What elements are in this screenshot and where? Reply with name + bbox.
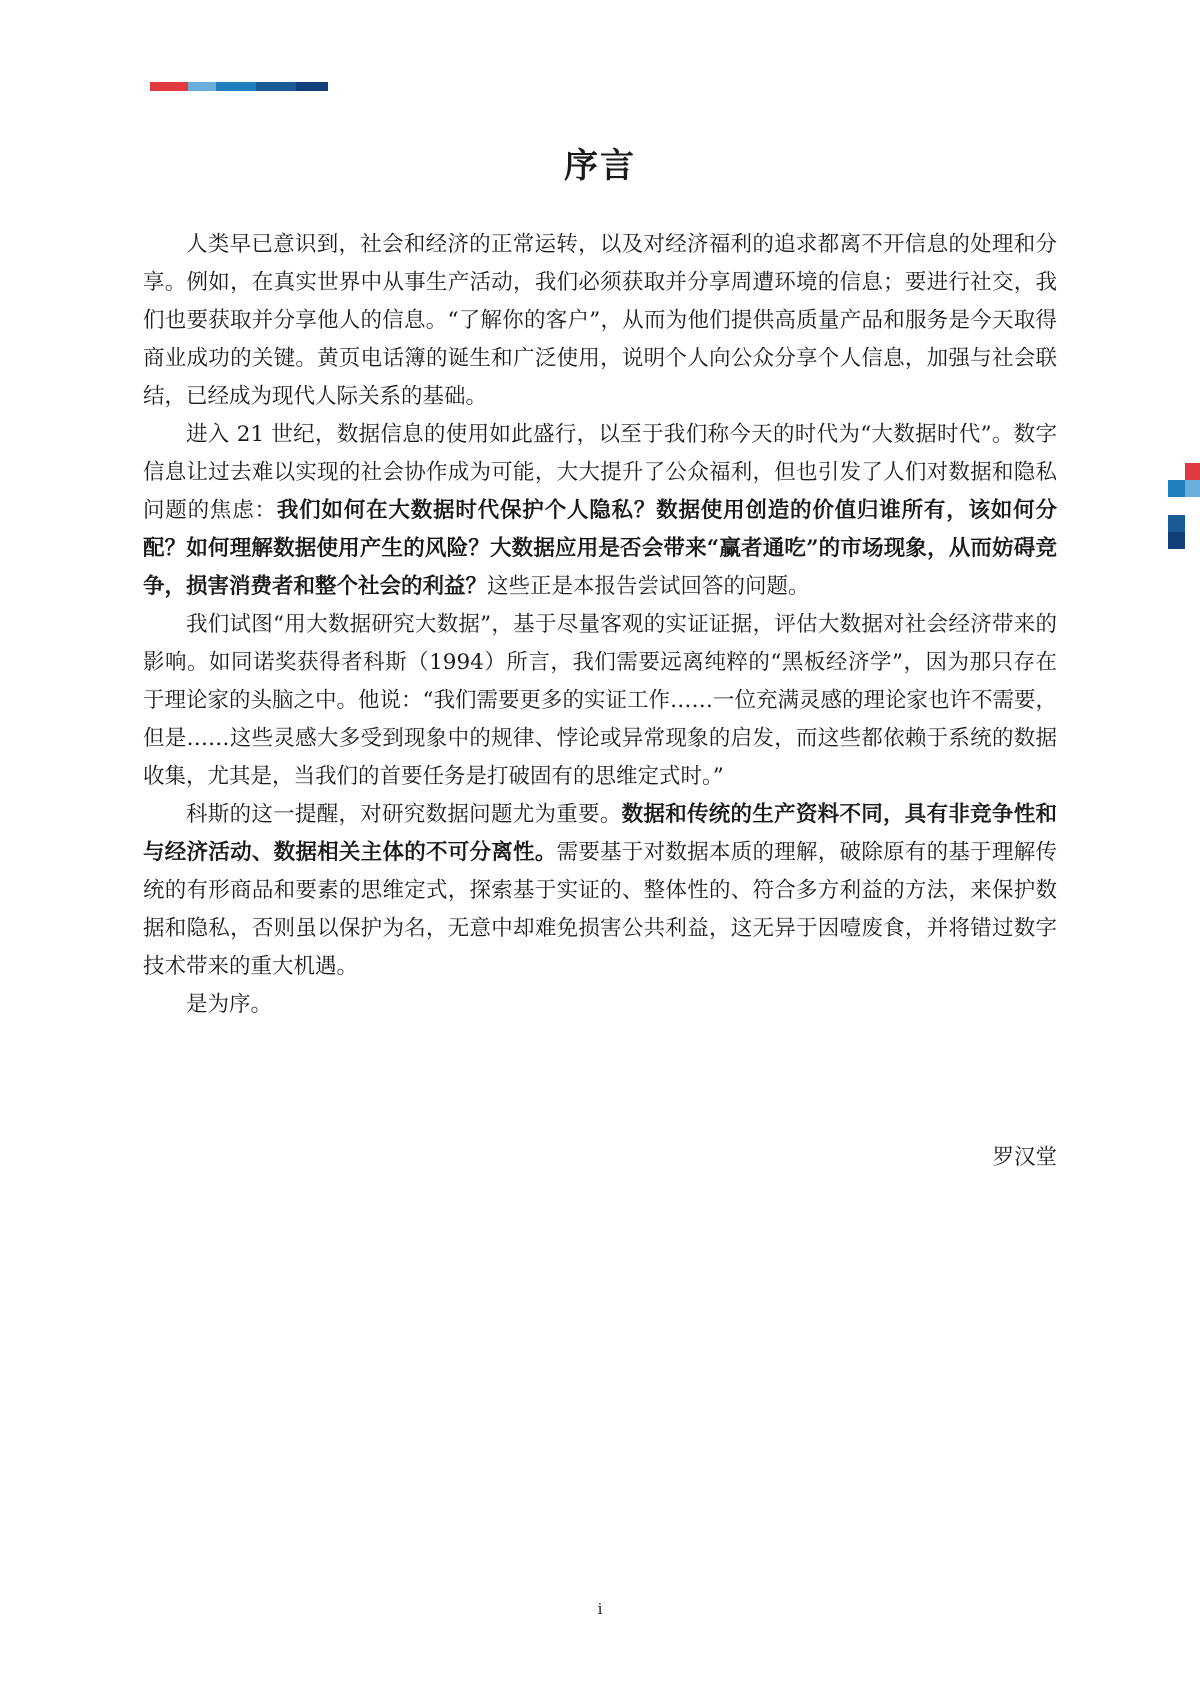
author-signature: 罗汉堂: [992, 1145, 1057, 1170]
paragraph-text: 科斯的这一提醒，对研究数据问题尤为重要。: [186, 802, 622, 827]
emphasized-text: 数据和传统的生产资料不同，具有非竞争性和与经济活动、数据相关主体的不可分离性。: [143, 802, 1057, 865]
paragraph-text: 这些正是本报告尝试回答的问题。: [487, 574, 810, 599]
paragraph-text: 我们试图“用大数据研究大数据”，基于尽量客观的实证证据，评估大数据对社会经济带来的影响。如同诺奖获得者科斯（1994）所言，我们需要远离纯粹的“黑板经济学”，因为那只存在于理论家的头脑之中。他说：“我们需要更多的实证工作……一位充满灵感的理论家也许不需要，但是……这些灵感大多受到现象中的规律、悖论或异常现象的启发，而这些都依赖于系统的数据收集，尤其是，当我们的首要任务是打破固有的思维定式时。”: [143, 612, 1057, 789]
paragraph: [143, 986, 1057, 1024]
paragraph: [143, 796, 1057, 986]
paragraph-text: 需要基于对数据本质的理解，破除原有的基于理解传统的有形商品和要素的思维定式，探索基于实证的、整体性的、符合多方利益的方法，来保护数据和隐私，否则虽以保护为名，无意中却难免损害公共利益，这无异于因噎废食，并将错过数字技术带来的重大机遇。: [143, 840, 1057, 979]
color-bar-segment: [296, 82, 328, 91]
side-block: [1168, 532, 1185, 549]
paragraph-text: 是为序。: [186, 992, 273, 1017]
page-number: i: [597, 1600, 603, 1618]
side-decoration: [1168, 463, 1200, 553]
page-title: 序言: [564, 146, 636, 186]
paragraph-text: 进入 21 世纪，数据信息的使用如此盛行，以至于我们称今天的时代为“大数据时代”。数字信息让过去难以实现的社会协作成为可能，大大提升了公众福利，但也引发了人们对数据和隐私问题的焦虑：: [143, 422, 1057, 523]
paragraph-text: 人类早已意识到，社会和经济的正常运转，以及对经济福利的追求都离不开信息的处理和分享。例如，在真实世界中从事生产活动，我们必须获取并分享周遭环境的信息；要进行社交，我们也要获取并分享他人的信息。“了解你的客户”，从而为他们提供高质量产品和服务是今天取得商业成功的关键。黄页电话簿的诞生和广泛使用，说明个人向公众分享个人信息，加强与社会联结，已经成为现代人际关系的基础。: [143, 232, 1057, 409]
side-block: [1168, 480, 1185, 497]
paragraph: [143, 416, 1057, 606]
side-block: [1185, 463, 1200, 480]
color-bar-segment: [216, 82, 256, 91]
color-bar-segment: [188, 82, 216, 91]
color-bar-segment: [150, 82, 188, 91]
color-bar-segment: [256, 82, 296, 91]
preface-body: [143, 226, 1057, 1024]
side-block: [1168, 515, 1185, 532]
emphasized-text: 我们如何在大数据时代保护个人隐私？数据使用创造的价值归谁所有，该如何分配？如何理解数据使用产生的风险？大数据应用是否会带来“赢者通吃”的市场现象，从而妨碍竞争，损害消费者和整个社会的利益？: [143, 498, 1057, 599]
header-color-bar: [150, 82, 328, 91]
paragraph: [143, 226, 1057, 416]
side-block: [1185, 480, 1200, 497]
paragraph: [143, 606, 1057, 796]
